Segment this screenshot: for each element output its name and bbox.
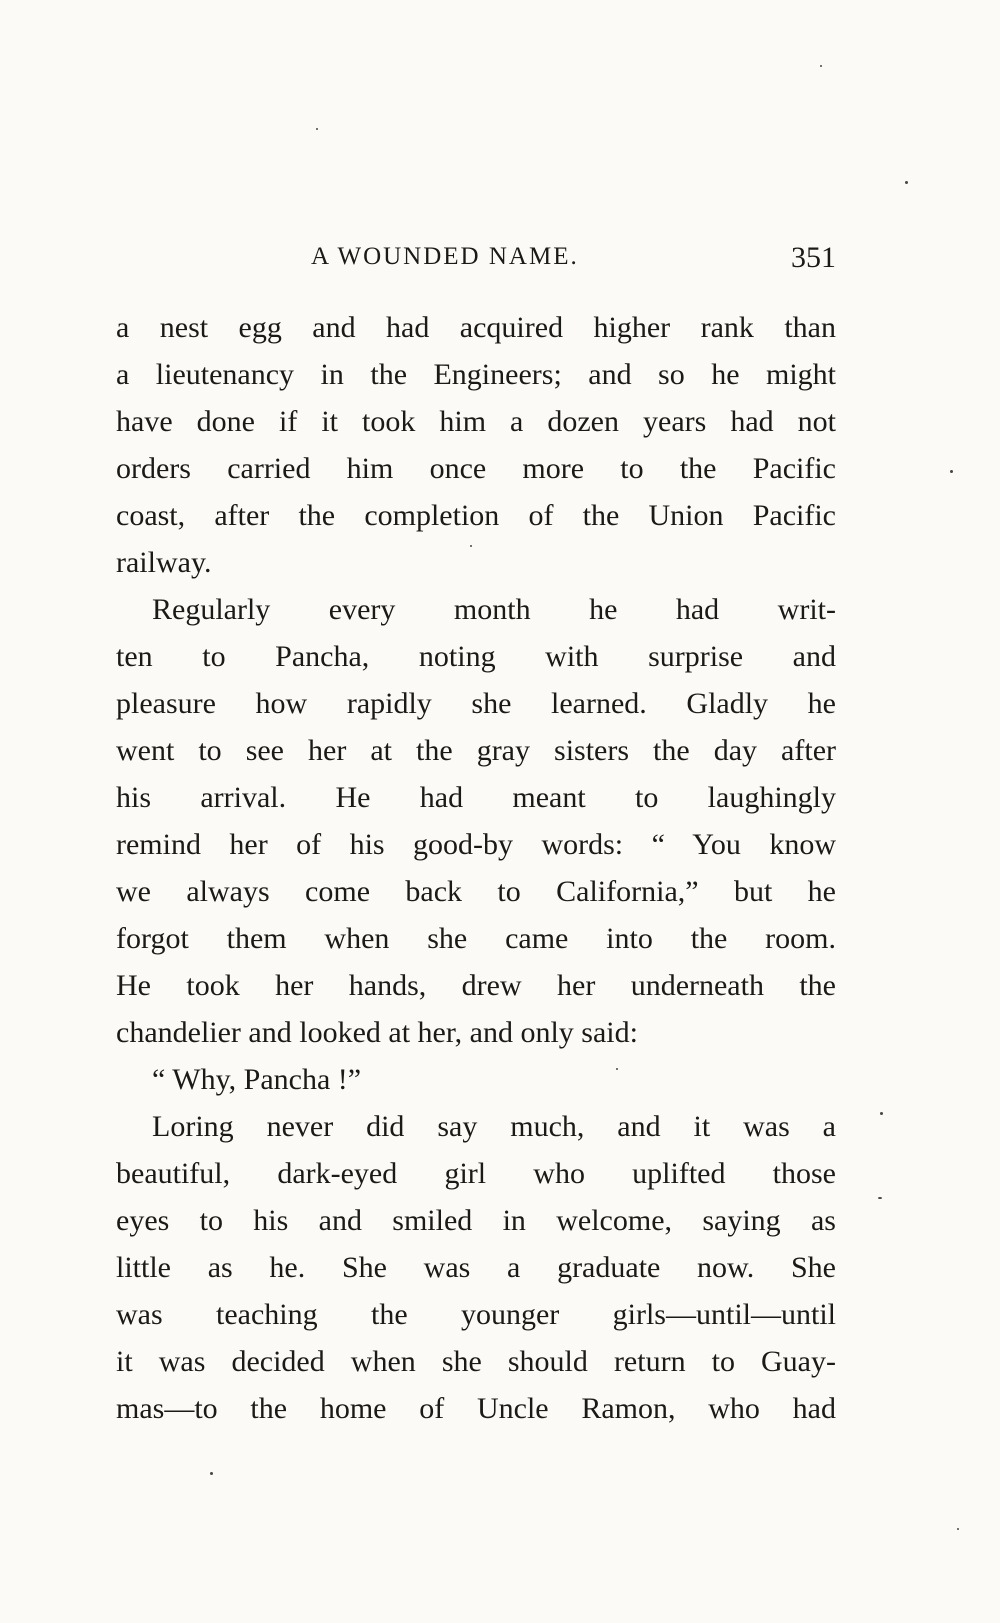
running-head [116, 243, 836, 283]
text-line: was teaching the younger girls—until—until [116, 1298, 836, 1331]
text-line: a lieutenancy in the Engineers; and so he might [116, 358, 836, 391]
scan-speck [950, 470, 953, 473]
scan-speck [820, 65, 822, 67]
text-line: mas—to the home of Uncle Ramon, who had [116, 1392, 836, 1425]
text-line: eyes to his and smiled in welcome, saying as [116, 1204, 836, 1237]
text-line: went to see her at the gray sisters the day after [116, 734, 836, 767]
text-line: ten to Pancha, noting with surprise and [116, 640, 836, 673]
scan-speck [470, 545, 472, 547]
text-line: beautiful, dark-eyed girl who uplifted those [116, 1157, 836, 1190]
text-line: his arrival. He had meant to laughingly [116, 781, 836, 814]
scan-speck [878, 1197, 882, 1199]
text-line: Loring never did say much, and it was a [152, 1110, 836, 1143]
text-line: Regularly every month he had writ- [152, 593, 836, 626]
text-line: pleasure how rapidly she learned. Gladly he [116, 687, 836, 720]
text-line: remind her of his good-by words: “ You know [116, 828, 836, 861]
scan-speck [905, 181, 908, 184]
text-line: a nest egg and had acquired higher rank than [116, 311, 836, 344]
text-line: forgot them when she came into the room. [116, 922, 836, 955]
scan-speck [957, 1528, 959, 1530]
running-title: A WOUNDED NAME. [311, 243, 579, 270]
scan-speck [210, 1472, 213, 1475]
scan-speck [316, 128, 318, 130]
text-line: have done if it took him a dozen years had not [116, 405, 836, 438]
scan-speck [616, 1068, 618, 1070]
text-line: little as he. She was a graduate now. She [116, 1251, 836, 1284]
page-number: 351 [791, 241, 836, 274]
scan-speck [880, 1112, 883, 1115]
text-line: chandelier and looked at her, and only said: [116, 1016, 638, 1049]
text-line: it was decided when she should return to Guay- [116, 1345, 836, 1378]
text-line: “ Why, Pancha !” [152, 1063, 362, 1096]
text-line: coast, after the completion of the Union Pacific [116, 499, 836, 532]
text-line: He took her hands, drew her underneath the [116, 969, 836, 1002]
text-line: we always come back to California,” but he [116, 875, 836, 908]
body-text [116, 304, 836, 1432]
text-line: railway. [116, 546, 212, 579]
text-line: orders carried him once more to the Pacific [116, 452, 836, 485]
